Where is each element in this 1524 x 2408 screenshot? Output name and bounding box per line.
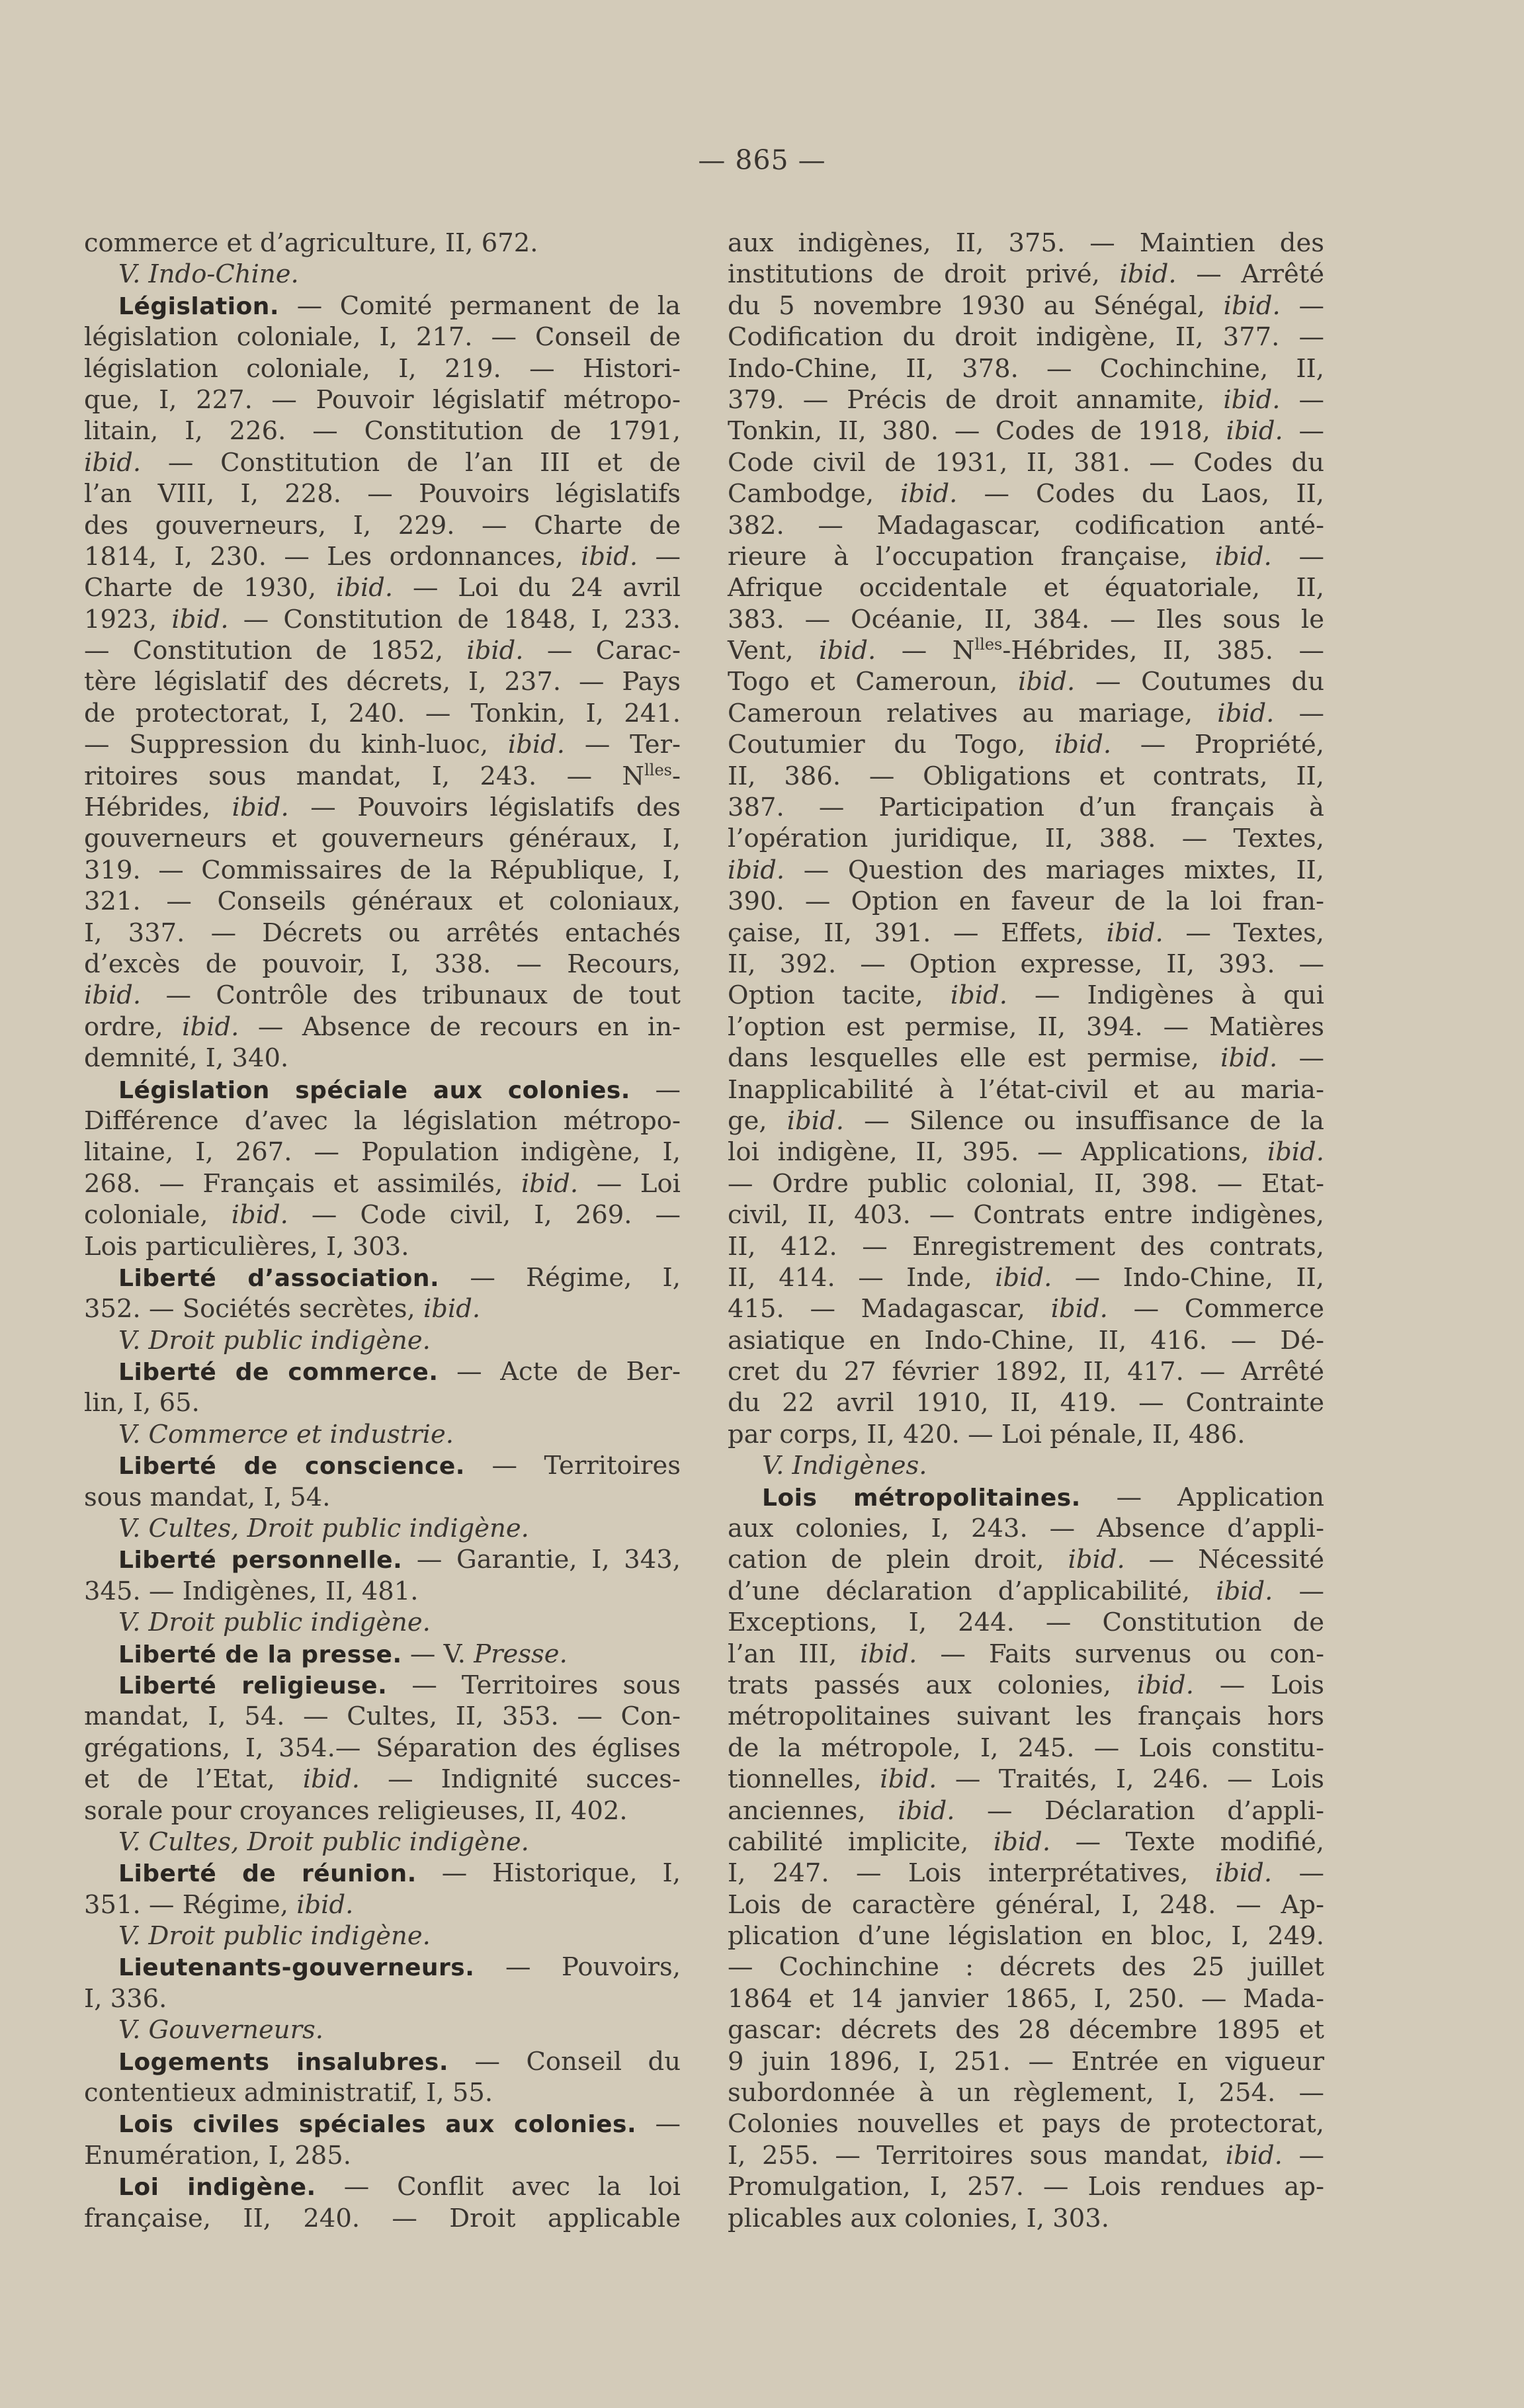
see-also-line: V. Droit public indigène. <box>118 1325 431 1355</box>
entry-head-line: Lieutenants-gouverneurs. — Pouvoirs, <box>118 1952 681 1983</box>
index-line: Cambodge, ibid. — Codes du Laos, II, <box>728 479 1324 509</box>
entry-head-line: Liberté personnelle. — Garantie, I, 343, <box>118 1545 681 1575</box>
index-line: des gouverneurs, I, 229. — Charte de <box>84 510 681 540</box>
entry-head-line: Lois civiles spéciales aux colonies. — <box>118 2109 681 2139</box>
index-line: civil, II, 403. — Contrats entre indigènes, <box>728 1200 1324 1230</box>
index-line: Cameroun relatives au mariage, ibid. — <box>728 698 1324 728</box>
index-line: cabilité implicite, ibid. — Texte modifié, <box>728 1827 1324 1857</box>
index-line: demnité, I, 340. <box>84 1043 289 1074</box>
entry-head-line: Liberté d’association. — Régime, I, <box>118 1262 681 1293</box>
entry-head-line: Liberté de la presse. — V. Presse. <box>118 1639 568 1669</box>
index-line: Exceptions, I, 244. — Constitution de <box>728 1608 1324 1638</box>
index-line: Lois particulières, I, 303. <box>84 1231 409 1262</box>
index-line: plication d’une législation en bloc, I, 249. <box>728 1921 1324 1952</box>
index-line: tère législatif des décrets, I, 237. — Pays <box>84 667 681 697</box>
entry-head-line: Liberté de commerce. — Acte de Ber- <box>118 1357 681 1387</box>
index-line: I, 247. — Lois interprétatives, ibid. — <box>728 1858 1324 1889</box>
index-line: loi indigène, II, 395. — Applications, ibid. <box>728 1137 1324 1168</box>
index-line: ordre, ibid. — Absence de recours en in- <box>84 1011 681 1042</box>
index-line: Inapplicabilité à l’état-civil et au maria- <box>728 1074 1324 1105</box>
index-line: 379. — Précis de droit annamite, ibid. — <box>728 384 1324 415</box>
entry-head-line: Logements insalubres. — Conseil du <box>118 2046 681 2077</box>
index-line: cret du 27 février 1892, II, 417. — Arrêté <box>728 1357 1324 1387</box>
index-line: II, 392. — Option expresse, II, 393. — <box>728 949 1324 979</box>
index-line: 268. — Français et assimilés, ibid. — Loi <box>84 1168 681 1199</box>
index-line: Hébrides, ibid. — Pouvoirs législatifs des <box>84 793 681 823</box>
entry-head-line: Liberté de réunion. — Historique, I, <box>118 1858 681 1889</box>
index-line: Enumération, I, 285. <box>84 2140 351 2171</box>
index-line: ge, ibid. — Silence ou insuffisance de la <box>728 1105 1324 1136</box>
index-line: asiatique en Indo-Chine, II, 416. — Dé- <box>728 1325 1324 1355</box>
index-line: 351. — Régime, ibid. <box>84 1889 354 1920</box>
index-line: 345. — Indigènes, II, 481. <box>84 1576 419 1606</box>
index-line: II, 386. — Obligations et contrats, II, <box>728 761 1324 791</box>
index-line: 383. — Océanie, II, 384. — Iles sous le <box>728 604 1324 634</box>
index-line: ibid. — Contrôle des tribunaux de tout <box>84 980 681 1011</box>
index-line: litain, I, 226. — Constitution de 1791, <box>84 416 681 447</box>
index-line: contentieux administratif, I, 55. <box>84 2078 493 2108</box>
index-line: 9 juin 1896, I, 251. — Entrée en vigueur <box>728 2046 1324 2077</box>
see-also-line: V. Commerce et industrie. <box>118 1419 454 1449</box>
index-line: et de l’Etat, ibid. — Indignité succes- <box>84 1764 681 1795</box>
index-line: Charte de 1930, ibid. — Loi du 24 avril <box>84 573 681 603</box>
index-line: Code civil de 1931, II, 381. — Codes du <box>728 447 1324 478</box>
index-line: métropolitaines suivant les français hors <box>728 1701 1324 1732</box>
see-also-line: V. Indo-Chine. <box>118 259 299 290</box>
index-line: que, I, 227. — Pouvoir législatif métropo- <box>84 384 681 415</box>
index-line: l’an VIII, I, 228. — Pouvoirs législatifs <box>84 479 681 509</box>
index-line: Lois de caractère général, I, 248. — Ap- <box>728 1889 1324 1920</box>
see-also-line: V. Indigènes. <box>762 1451 927 1481</box>
index-line: — Suppression du kinh-luoc, ibid. — Ter- <box>84 730 681 760</box>
see-also-line: V. Cultes, Droit public indigène. <box>118 1514 529 1544</box>
index-line: rieure à l’occupation française, ibid. — <box>728 541 1324 572</box>
index-line: Promulgation, I, 257. — Lois rendues ap- <box>728 2172 1324 2202</box>
index-line: I, 337. — Décrets ou arrêtés entachés <box>84 918 681 948</box>
entry-head-line: Loi indigène. — Conflit avec la loi <box>118 2172 681 2202</box>
index-line: l’opération juridique, II, 388. — Textes, <box>728 824 1324 854</box>
index-line: — Constitution de 1852, ibid. — Carac- <box>84 636 681 666</box>
index-line: l’an III, ibid. — Faits survenus ou con- <box>728 1639 1324 1669</box>
index-line: ibid. — Question des mariages mixtes, II, <box>728 855 1324 885</box>
index-line: — Ordre public colonial, II, 398. — Etat- <box>728 1168 1324 1199</box>
index-line: d’une déclaration d’applicabilité, ibid. — <box>728 1576 1324 1606</box>
index-line: par corps, II, 420. — Loi pénale, II, 486. <box>728 1419 1246 1449</box>
index-line: coloniale, ibid. — Code civil, I, 269. — <box>84 1200 681 1230</box>
index-line: Différence d’avec la législation métropo- <box>84 1105 681 1136</box>
index-line: I, 336. <box>84 1983 167 2014</box>
index-line: française, II, 240. — Droit applicable <box>84 2203 681 2233</box>
index-line: ibid. — Constitution de l’an III et de <box>84 447 681 478</box>
index-line: aux indigènes, II, 375. — Maintien des <box>728 228 1324 258</box>
index-line: l’option est permise, II, 394. — Matières <box>728 1011 1324 1042</box>
index-line: gouverneurs et gouverneurs généraux, I, <box>84 824 681 854</box>
index-line: II, 412. — Enregistrement des contrats, <box>728 1231 1324 1262</box>
index-line: plicables aux colonies, I, 303. <box>728 2203 1109 2233</box>
index-line: du 5 novembre 1930 au Sénégal, ibid. — <box>728 290 1324 321</box>
index-line: 382. — Madagascar, codification anté- <box>728 510 1324 540</box>
index-line: législation coloniale, I, 219. — Histori- <box>84 353 681 384</box>
index-line: 1923, ibid. — Constitution de 1848, I, 233. <box>84 604 681 634</box>
index-line: grégations, I, 354.— Séparation des églises <box>84 1733 681 1763</box>
entry-head-line: Législation spéciale aux colonies. — <box>118 1074 681 1105</box>
index-line: 319. — Commissaires de la République, I, <box>84 855 681 885</box>
index-line: 321. — Conseils généraux et coloniaux, <box>84 886 681 917</box>
see-also-line: V. Droit public indigène. <box>118 1921 431 1952</box>
index-line: gascar: décrets des 28 décembre 1895 et <box>728 2015 1324 2045</box>
index-line: mandat, I, 54. — Cultes, II, 353. — Con- <box>84 1701 681 1732</box>
index-line: ritoires sous mandat, I, 243. — $N^{lles}-$ <box>84 760 681 791</box>
index-line: aux colonies, I, 243. — Absence d’appli- <box>728 1514 1324 1544</box>
index-line: Togo et Cameroun, ibid. — Coutumes du <box>728 667 1324 697</box>
index-line: de la métropole, I, 245. — Lois constitu- <box>728 1733 1324 1763</box>
index-line: II, 414. — Inde, ibid. — Indo-Chine, II, <box>728 1262 1324 1293</box>
index-line: Coutumier du Togo, ibid. — Propriété, <box>728 730 1325 760</box>
index-line: litaine, I, 267. — Population indigène, I, <box>84 1137 681 1168</box>
index-line: lin, I, 65. <box>84 1388 200 1418</box>
index-line: trats passés aux colonies, ibid. — Lois <box>728 1670 1324 1700</box>
index-line: anciennes, ibid. — Déclaration d’appli- <box>728 1795 1324 1826</box>
index-line: d’excès de pouvoir, I, 338. — Recours, <box>84 949 681 979</box>
entry-head-line: Liberté de conscience. — Territoires <box>118 1451 681 1481</box>
index-line: législation coloniale, I, 217. — Conseil de <box>84 322 681 353</box>
index-line: Option tacite, ibid. — Indigènes à qui <box>728 980 1324 1011</box>
index-line: 390. — Option en faveur de la loi fran- <box>728 886 1324 917</box>
index-line: subordonnée à un règlement, I, 254. — <box>728 2078 1324 2108</box>
index-line: de protectorat, I, 240. — Tonkin, I, 241. <box>84 698 681 728</box>
index-line: commerce et d’agriculture, II, 672. <box>84 228 538 258</box>
index-line: sorale pour croyances religieuses, II, 402. <box>84 1795 628 1826</box>
page-number: — 865 — <box>698 144 826 176</box>
index-line: 387. — Participation d’un français à <box>728 793 1324 823</box>
index-line: Codification du droit indigène, II, 377. — <box>728 322 1324 353</box>
index-line: 1864 et 14 janvier 1865, I, 250. — Mada- <box>728 1983 1324 2014</box>
index-line: Afrique occidentale et équatoriale, II, <box>728 573 1324 603</box>
index-line: Tonkin, II, 380. — Codes de 1918, ibid. — <box>728 416 1324 447</box>
index-line: 1814, I, 230. — Les ordonnances, ibid. — <box>84 541 681 572</box>
index-line: Vent, ibid. — $N^{lles}$-Hébrides, II, 385. — <box>728 635 1324 666</box>
index-line: Indo-Chine, II, 378. — Cochinchine, II, <box>728 353 1324 384</box>
index-line: sous mandat, I, 54. <box>84 1482 331 1512</box>
see-also-line: V. Cultes, Droit public indigène. <box>118 1827 529 1857</box>
entry-head-line: Législation. — Comité permanent de la <box>118 290 681 321</box>
entry-head-line: Lois métropolitaines. — Application <box>762 1482 1324 1512</box>
index-line: çaise, II, 391. — Effets, ibid. — Textes, <box>728 918 1324 948</box>
index-line: tionnelles, ibid. — Traités, I, 246. — Lois <box>728 1764 1325 1795</box>
index-column-right <box>728 228 1324 2234</box>
index-line: dans lesquelles elle est permise, ibid. — <box>728 1043 1324 1074</box>
index-column-left <box>84 228 681 2234</box>
index-line: 352. — Sociétés secrètes, ibid. <box>84 1294 481 1324</box>
see-also-line: V. Droit public indigène. <box>118 1608 431 1638</box>
index-line: Colonies nouvelles et pays de protectorat, <box>728 2109 1324 2139</box>
index-line: 415. — Madagascar, ibid. — Commerce <box>728 1294 1324 1324</box>
index-line: I, 255. — Territoires sous mandat, ibid. — <box>728 2140 1324 2171</box>
index-line: cation de plein droit, ibid. — Nécessité <box>728 1545 1324 1575</box>
entry-head-line: Liberté religieuse. — Territoires sous <box>118 1670 681 1700</box>
index-line: — Cochinchine : décrets des 25 juillet <box>728 1952 1324 1983</box>
index-line: institutions de droit privé, ibid. — Arrêté <box>728 259 1324 290</box>
see-also-line: V. Gouverneurs. <box>118 2015 323 2045</box>
index-line: du 22 avril 1910, II, 419. — Contrainte <box>728 1388 1324 1418</box>
